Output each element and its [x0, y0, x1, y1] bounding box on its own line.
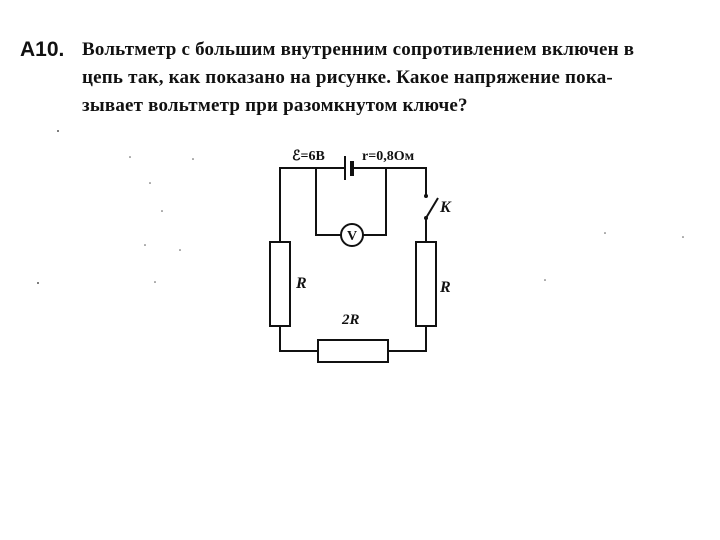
- problem-number: А10.: [20, 38, 65, 61]
- scan-noise: [37, 130, 684, 284]
- problem-line-2: цепь так, как показано на рисунке. Какое напряжение пока-: [82, 67, 613, 88]
- left-resistor-label: R: [296, 275, 307, 292]
- internal-resistance-label: r=0,8Ом: [362, 149, 415, 164]
- key-switch: [424, 194, 438, 220]
- bottom-resistor-label: 2R: [342, 312, 360, 328]
- voltmeter: [341, 224, 363, 246]
- left-resistor: [270, 242, 290, 326]
- voltmeter-label: V: [346, 229, 358, 244]
- battery-symbol: [345, 156, 352, 180]
- emf-label: ℰ=6В: [292, 149, 325, 164]
- right-resistor: [416, 242, 436, 326]
- problem-line-3: зывает вольтметр при разомкнутом ключе?: [82, 95, 468, 116]
- right-resistor-label: R: [440, 279, 451, 296]
- key-label: K: [440, 199, 451, 216]
- problem-line-1: Вольтметр с большим внутренним сопротивлением включен в: [82, 39, 635, 60]
- bottom-resistor: [318, 340, 388, 362]
